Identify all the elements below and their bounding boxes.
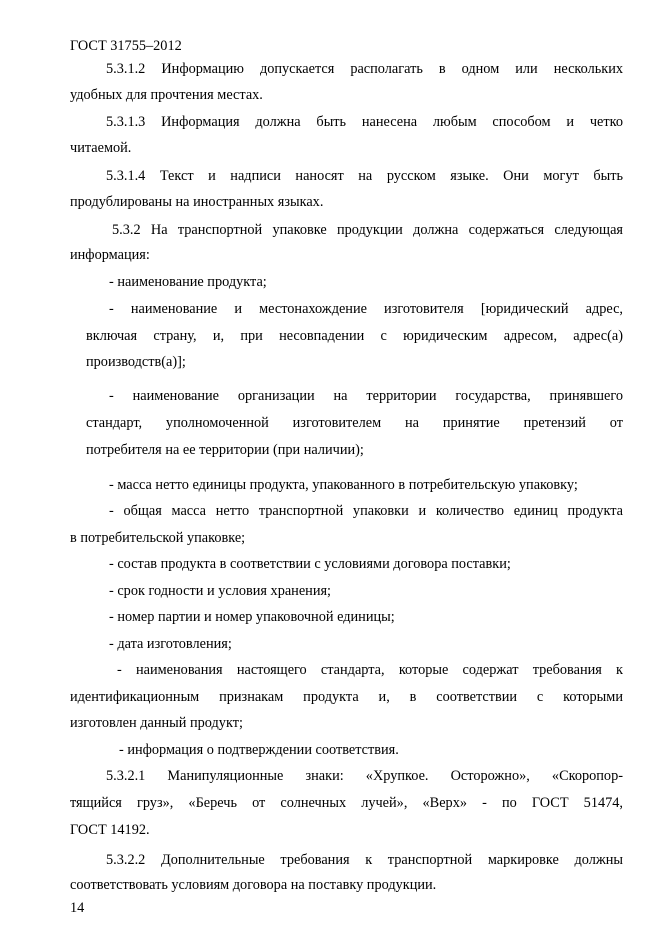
list-item-standard-name-line-2: идентификационным признакам продукта и, в соответствии с которыми	[70, 689, 623, 705]
clause-5-3-1-4-line-1: 5.3.1.4 Текст и надписи наносят на русском языке. Они могут быть	[106, 168, 623, 184]
list-item-manufacturer-line-1: - наименование и местонахождение изготовителя [юридический адрес,	[109, 301, 623, 317]
list-item-net-mass: - масса нетто единицы продукта, упакованного в потребительскую упаковку;	[109, 477, 578, 493]
clause-5-3-2-2-line-1: 5.3.2.2 Дополнительные требования к транспортной маркировке должны	[106, 852, 623, 868]
document-header: ГОСТ 31755–2012	[70, 38, 182, 54]
clause-5-3-1-2-line-2: удобных для прочтения местах.	[70, 87, 263, 103]
clause-5-3-1-3-line-1: 5.3.1.3 Информация должна быть нанесена любым способом и четко	[106, 114, 623, 130]
list-item-manufacture-date: - дата изготовления;	[109, 636, 232, 652]
clause-5-3-2-line-1: 5.3.2 На транспортной упаковке продукции должна содержаться следующая	[112, 222, 623, 238]
page-number: 14	[70, 900, 85, 916]
clause-5-3-1-3-line-2: читаемой.	[70, 140, 132, 156]
list-item-manufacturer-line-2: включая страну, и, при несовпадении с юридическим адресом, адрес(а)	[86, 328, 623, 344]
clause-5-3-2-line-2: информация:	[70, 247, 150, 263]
clause-5-3-1-4-line-2: продублированы на иностранных языках.	[70, 194, 324, 210]
list-item-standard-name-line-1: - наименования настоящего стандарта, которые содержат требования к	[117, 662, 623, 678]
list-item-total-mass-line-1: - общая масса нетто транспортной упаковки и количество единиц продукта	[109, 503, 623, 519]
list-item-organization-line-2: стандарт, уполномоченной изготовителем на принятие претензий от	[86, 415, 623, 431]
list-item-standard-name-line-3: изготовлен данный продукт;	[70, 715, 243, 731]
clause-5-3-2-2-line-2: соответствовать условиям договора на поставку продукции.	[70, 877, 437, 893]
list-item-composition: - состав продукта в соответствии с условиями договора поставки;	[109, 556, 511, 572]
list-item-total-mass-line-2: в потребительской упаковке;	[70, 530, 246, 546]
list-item-shelf-life: - срок годности и условия хранения;	[109, 583, 332, 599]
clause-5-3-2-1-line-1: 5.3.2.1 Манипуляционные знаки: «Хрупкое. Осторожно», «Скоропор-	[106, 768, 623, 784]
clause-5-3-1-2-line-1: 5.3.1.2 Информацию допускается располагать в одном или нескольких	[106, 61, 623, 77]
list-item-organization-line-1: - наименование организации на территории государства, принявшего	[109, 388, 623, 404]
clause-5-3-2-1-line-3: ГОСТ 14192.	[70, 822, 150, 838]
clause-5-3-2-1-line-2: тящийся груз», «Беречь от солнечных лучей», «Верх» - по ГОСТ 51474,	[70, 795, 623, 811]
list-item-batch-number: - номер партии и номер упаковочной единицы;	[109, 609, 395, 625]
list-item-product-name: - наименование продукта;	[109, 274, 267, 290]
list-item-manufacturer-line-3: производств(а)];	[86, 354, 186, 370]
list-item-organization-line-3: потребителя на ее территории (при наличии);	[86, 442, 364, 458]
list-item-conformity: - информация о подтверждении соответствия.	[119, 742, 399, 758]
